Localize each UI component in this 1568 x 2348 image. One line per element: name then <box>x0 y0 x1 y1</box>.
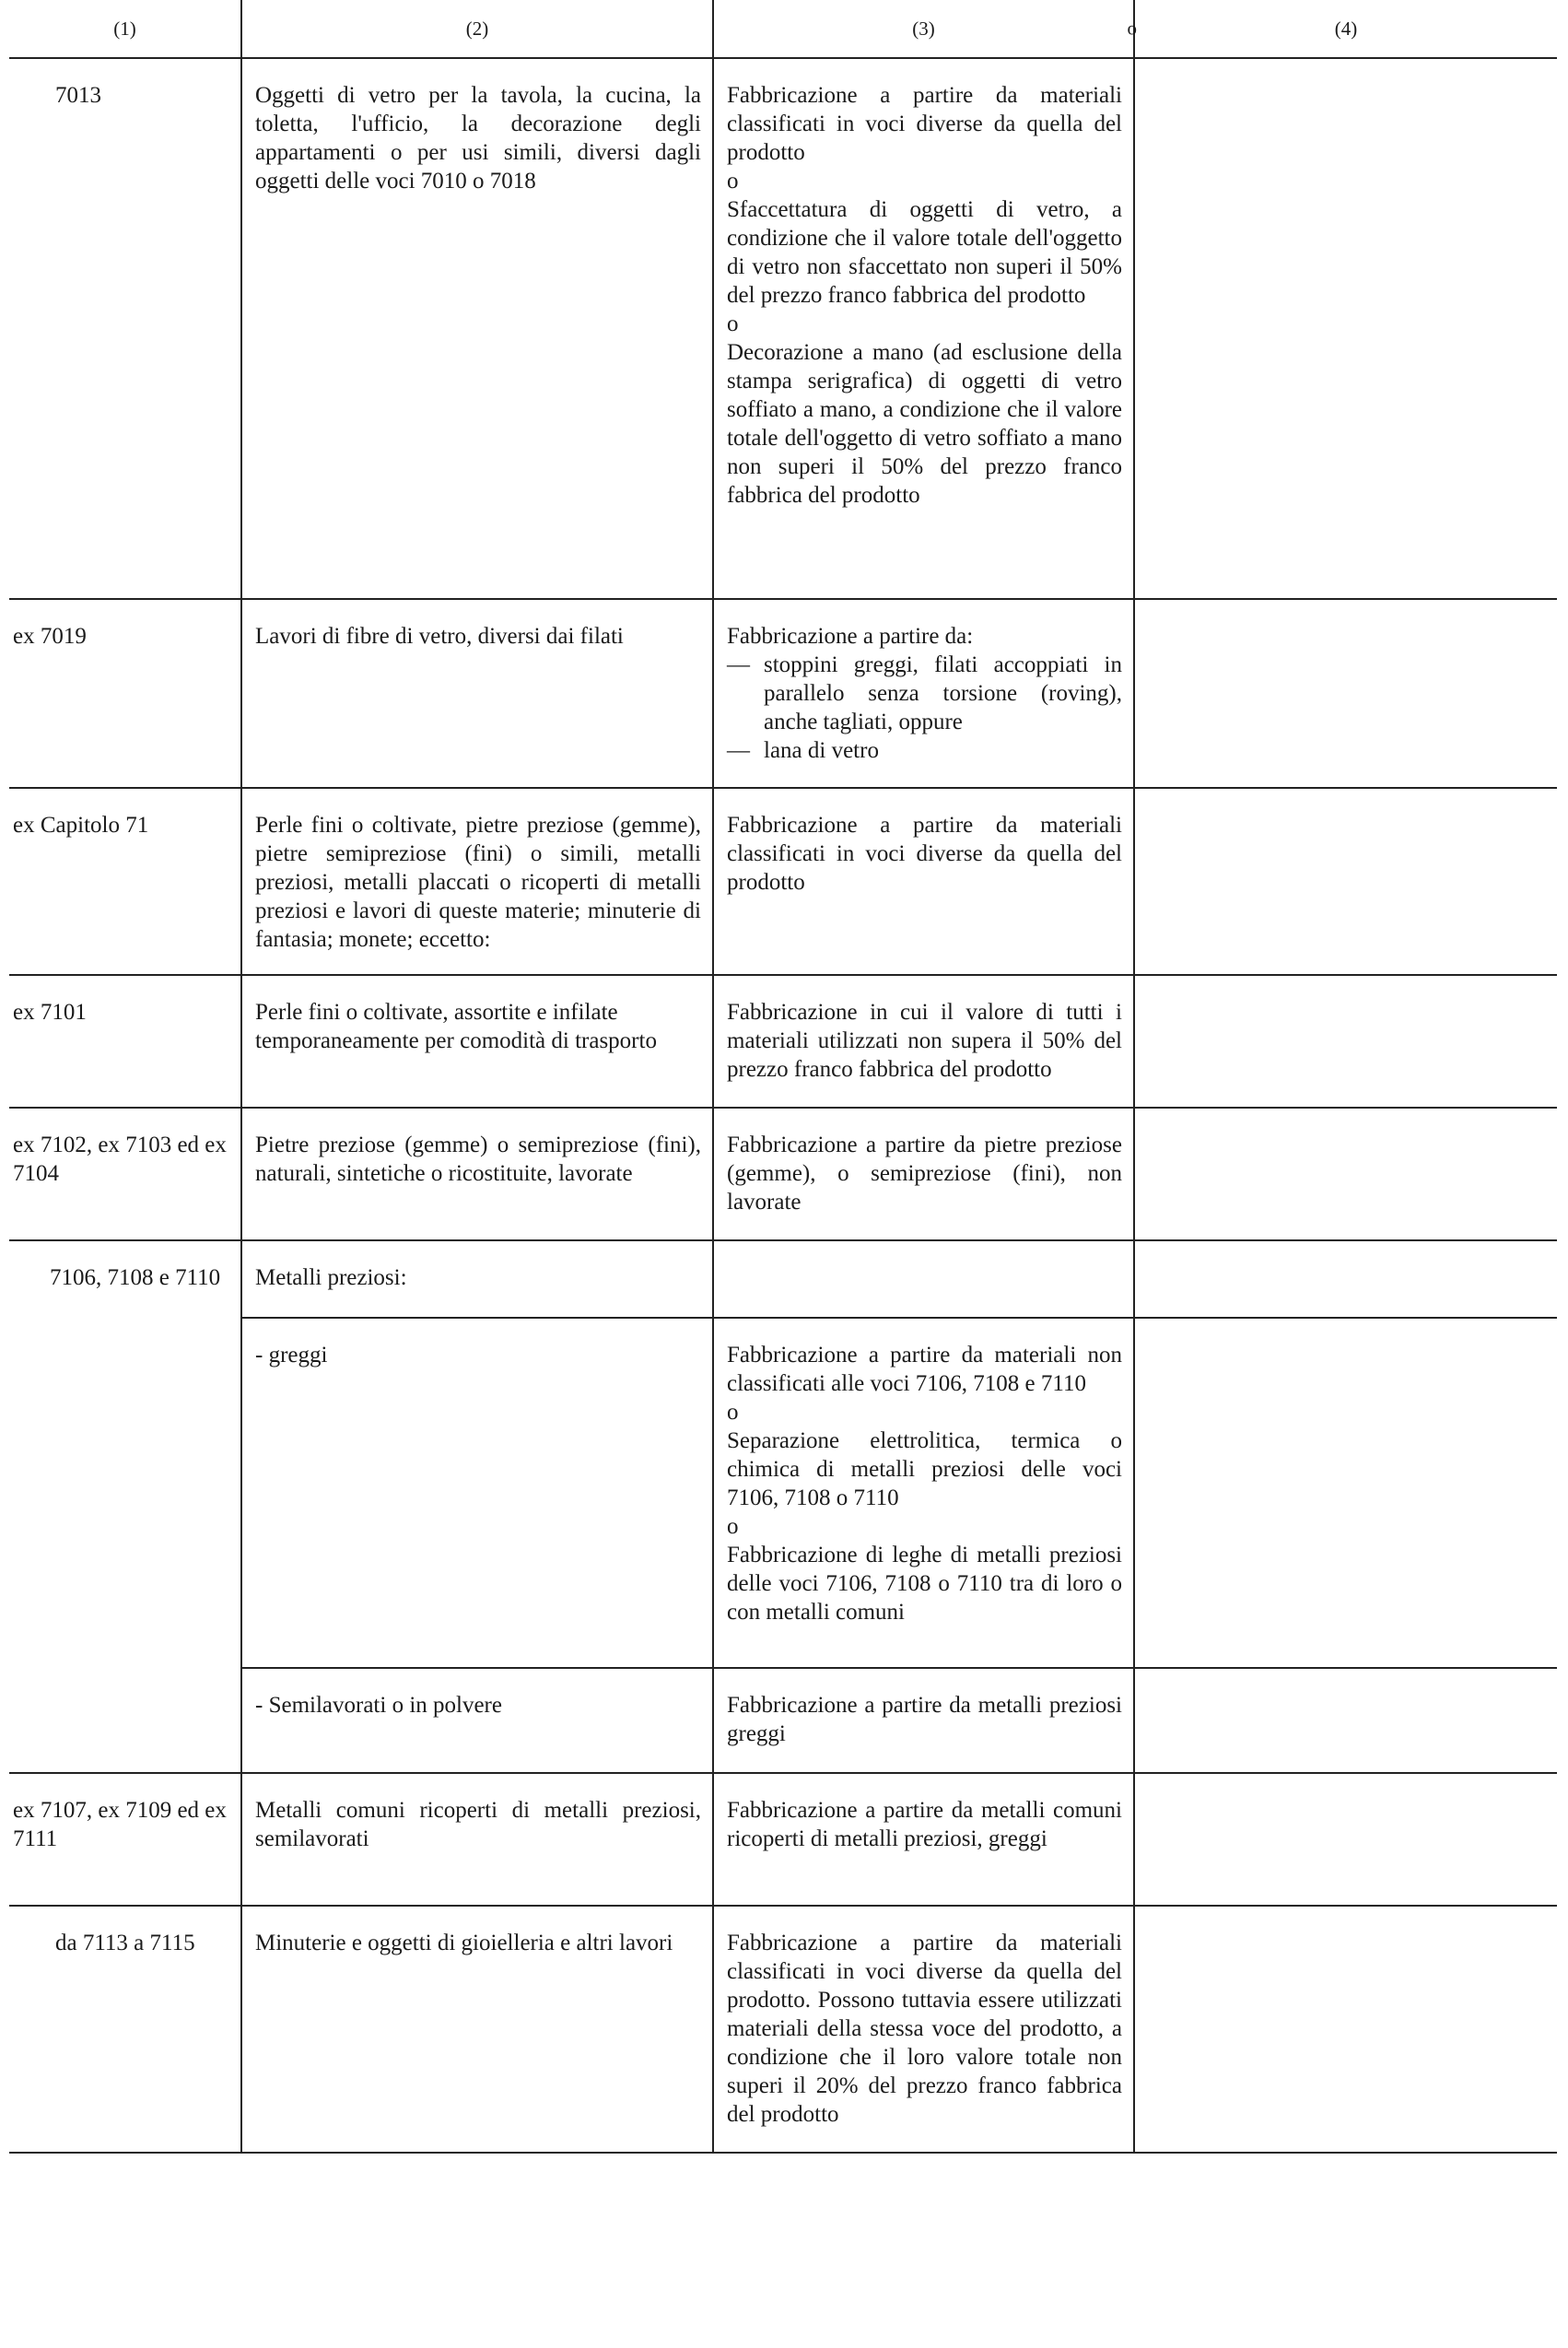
rule-part: Separazione elettrolitica, termica o chimica di metalli preziosi delle voci 7106, 7108 o 7110 <box>727 1428 1122 1510</box>
dash-marker: — <box>727 652 750 677</box>
table-row <box>9 599 1557 788</box>
rule-or: o <box>727 1400 739 1425</box>
row-rule: Fabbricazione a partire da pietre preziose (gemme), o semipreziose (fini), non lavorate <box>713 1108 1134 1240</box>
table-row <box>9 58 1557 599</box>
row-code: ex 7101 <box>9 975 241 1108</box>
row-description: Oggetti di vetro per la tavola, la cucina, la toletta, l'ufficio, la decorazione degli appartamenti o per usi simili, diversi dagli oggetti delle voci 7010 o 7018 <box>241 58 713 599</box>
subrow-alt-rule <box>1134 1318 1557 1668</box>
row-rule: Fabbricazione in cui il valore di tutti i materiali utilizzati non supera il 50% del prezzo franco fabbrica del prodotto <box>713 975 1134 1108</box>
subrow-description: - Semilavorati o in polvere <box>241 1668 713 1773</box>
row-code: ex Capitolo 71 <box>9 788 241 975</box>
table-row <box>9 1773 1557 1906</box>
subrow-alt-rule <box>1134 1668 1557 1773</box>
header-col-4: (4) <box>1134 0 1557 58</box>
list-item <box>727 736 1122 765</box>
row-description: Perle fini o coltivate, assortite e infilate temporaneamente per comodità di trasporto <box>241 975 713 1108</box>
row-rule: Fabbricazione a partire da materiali classificati in voci diverse da quella del prodotto. Possono tuttavia essere utilizzati materiali della stessa voce del prodotto, a condizione che il loro valore totale non superi il 20% del prezzo franco fabbrica del prodotto <box>713 1906 1134 2153</box>
row-code <box>9 1240 241 1773</box>
row-description: Pietre preziose (gemme) o semipreziose (fini), naturali, sintetiche o ricostituite, lavorate <box>241 1108 713 1240</box>
row-description: Perle fini o coltivate, pietre preziose (gemme), pietre semipreziose (fini) o simili, metalli preziosi, metalli placcati o ricoperti di metalli preziosi e lavori di queste materie; minuterie di fantasia; monete; eccetto: <box>241 788 713 975</box>
row-alt-rule <box>1134 1108 1557 1240</box>
code-text: da 7113 a 7115 <box>55 1931 195 1955</box>
table-row <box>9 1240 1557 1318</box>
code-text: 7106, 7108 e 7110 <box>50 1265 221 1290</box>
row-rule <box>713 58 1134 599</box>
rule-part: Fabbricazione a partire da materiali non classificati alle voci 7106, 7108 e 7110 <box>727 1343 1122 1396</box>
table-row <box>9 788 1557 975</box>
row-description: Metalli comuni ricoperti di metalli preziosi, semilavorati <box>241 1773 713 1906</box>
row-rule: Fabbricazione a partire da metalli comuni ricoperti di metalli preziosi, greggi <box>713 1773 1134 1906</box>
header-col-2: (2) <box>241 0 713 58</box>
row-alt-rule <box>1134 599 1557 788</box>
row-rule <box>713 1240 1134 1318</box>
row-code: ex 7107, ex 7109 ed ex 7111 <box>9 1773 241 1906</box>
row-rule: Fabbricazione a partire da materiali classificati in voci diverse da quella del prodotto <box>713 788 1134 975</box>
document-page <box>9 0 1557 2154</box>
row-description: Metalli preziosi: <box>241 1240 713 1318</box>
row-code <box>9 1906 241 2153</box>
table-row <box>9 975 1557 1108</box>
rule-part: Fabbricazione di leghe di metalli preziosi delle voci 7106, 7108 o 7110 tra di loro o con metalli comuni <box>727 1543 1122 1625</box>
row-alt-rule <box>1134 1240 1557 1318</box>
rule-part: Fabbricazione a partire da materiali classificati in voci diverse da quella del prodotto <box>727 83 1122 165</box>
table-subrow <box>9 1668 1557 1773</box>
table-subrow <box>9 1318 1557 1668</box>
rule-or: o <box>727 169 739 194</box>
list-item-text: lana di vetro <box>764 738 879 763</box>
row-description: Lavori di fibre di vetro, diversi dai filati <box>241 599 713 788</box>
list-item-text: stoppini greggi, filati accoppiati in parallelo senza torsione (roving), anche tagliati, oppure <box>764 652 1122 734</box>
table-row <box>9 1108 1557 1240</box>
row-alt-rule <box>1134 1773 1557 1906</box>
list-item <box>727 651 1122 736</box>
row-code: ex 7019 <box>9 599 241 788</box>
origin-rules-table <box>9 0 1557 2154</box>
rule-or: o <box>727 311 739 336</box>
subrow-description: - greggi <box>241 1318 713 1668</box>
rule-part: Sfaccettatura di oggetti di vetro, a condizione che il valore totale dell'oggetto di vetro non sfaccettato non superi il 50% del prezzo franco fabbrica del prodotto <box>727 197 1122 308</box>
header-col-1: (1) <box>9 0 241 58</box>
row-description: Minuterie e oggetti di gioielleria e altri lavori <box>241 1906 713 2153</box>
dash-marker: — <box>727 738 750 763</box>
header-or-label: o <box>1127 17 1137 40</box>
row-alt-rule <box>1134 58 1557 599</box>
row-code <box>9 58 241 599</box>
row-alt-rule <box>1134 788 1557 975</box>
row-code: ex 7102, ex 7103 ed ex 7104 <box>9 1108 241 1240</box>
subrow-rule <box>713 1318 1134 1668</box>
row-alt-rule <box>1134 1906 1557 2153</box>
code-text: 7013 <box>55 83 101 108</box>
header-col-3 <box>713 0 1137 58</box>
header-col-3-label: (3) <box>912 17 935 40</box>
rule-item-list <box>727 651 1122 765</box>
row-alt-rule <box>1134 975 1557 1108</box>
rule-intro: Fabbricazione a partire da: <box>727 624 974 649</box>
rule-part: Decorazione a mano (ad esclusione della stampa serigrafica) di oggetti di vetro soffiato a mano, a condizione che il valore totale dell'oggetto di vetro soffiato a mano non superi il 50% del prezzo franco fabbrica del prodotto <box>727 340 1122 508</box>
table-row <box>9 1906 1557 2153</box>
subrow-rule: Fabbricazione a partire da metalli preziosi greggi <box>713 1668 1134 1773</box>
rule-or: o <box>727 1514 739 1539</box>
row-rule <box>713 599 1134 788</box>
table-header-row <box>9 0 1557 58</box>
